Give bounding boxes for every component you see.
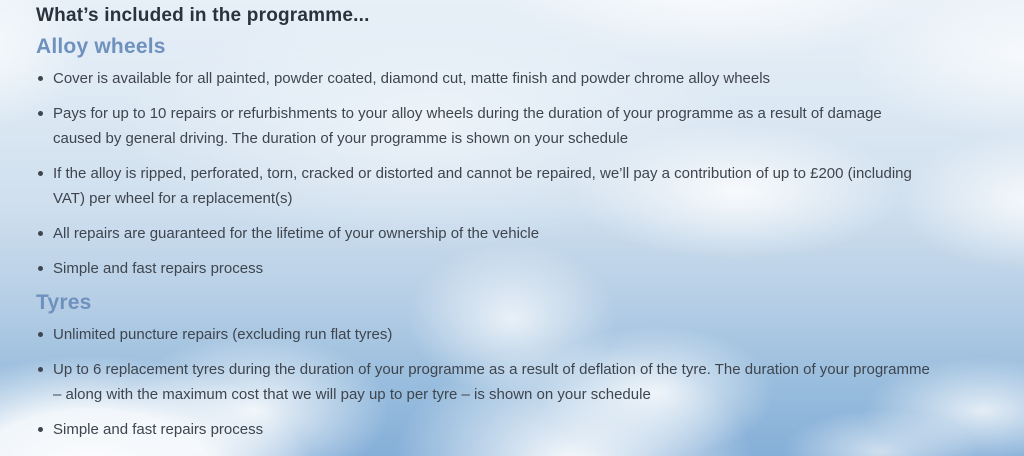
tyres-bullet-list	[36, 322, 932, 442]
section-tyres	[36, 291, 932, 442]
list-item	[36, 221, 932, 246]
section-heading-alloy-wheels: Alloy wheels	[36, 35, 166, 58]
section-heading-tyres: Tyres	[36, 291, 92, 314]
list-item-text: If the alloy is ripped, perforated, torn, cracked or distorted and cannot be repaired, we’ll pay a contribution of up to £200 (including VAT) per wheel for a replacement(s)	[53, 165, 912, 207]
list-item	[36, 256, 932, 281]
list-item	[36, 66, 932, 91]
alloy-wheels-bullet-list	[36, 66, 932, 281]
list-item-text: Simple and fast repairs process	[53, 260, 264, 277]
list-item-text: Unlimited puncture repairs (excluding run flat tyres)	[53, 326, 393, 343]
list-item-text: Up to 6 replacement tyres during the duration of your programme as a result of deflation of the tyre. The duration of your programme – along with the maximum cost that we will pay up to per tyre – is shown on your schedule	[53, 361, 930, 403]
list-item-text: Pays for up to 10 repairs or refurbishments to your alloy wheels during the duration of your programme as a result of damage caused by general driving. The duration of your programme is shown on your schedule	[53, 105, 882, 147]
list-item	[36, 161, 932, 211]
page-title: What’s included in the programme...	[36, 5, 370, 26]
list-item	[36, 417, 932, 442]
list-item-text: Simple and fast repairs process	[53, 421, 264, 438]
list-item-text: Cover is available for all painted, powder coated, diamond cut, matte finish and powder chrome alloy wheels	[53, 70, 771, 87]
list-item	[36, 357, 932, 407]
section-alloy-wheels	[36, 35, 932, 281]
list-item	[36, 322, 932, 347]
list-item-text: All repairs are guaranteed for the lifetime of your ownership of the vehicle	[53, 225, 540, 242]
list-item	[36, 101, 932, 151]
